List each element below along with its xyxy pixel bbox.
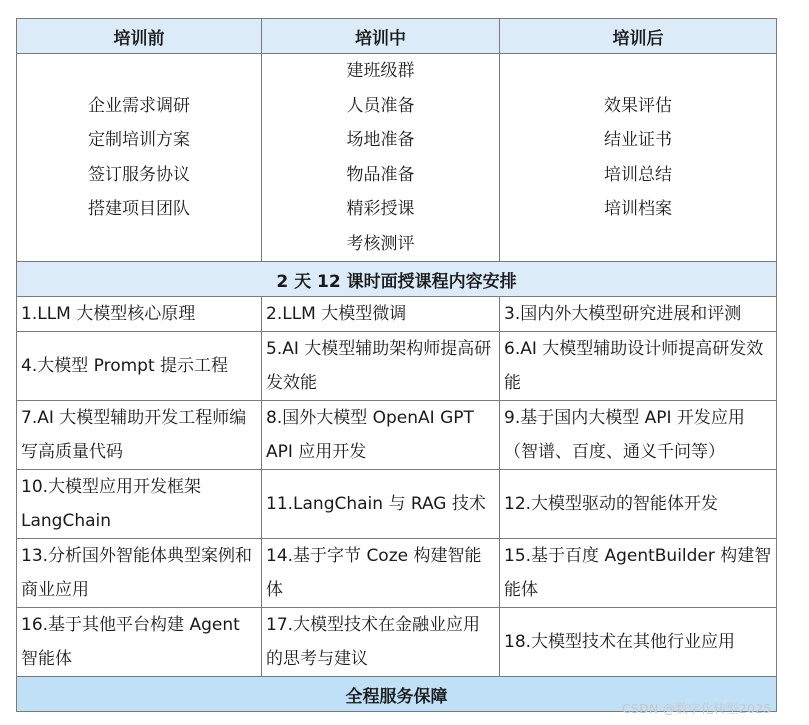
before-cell bbox=[17, 54, 262, 262]
after-item: 培训档案 bbox=[604, 199, 672, 219]
course-cell: 4.大模型 Prompt 提示工程 bbox=[17, 332, 262, 401]
during-item: 人员准备 bbox=[346, 95, 415, 116]
course-cell: 18.大模型技术在其他行业应用 bbox=[500, 608, 777, 677]
after-cell bbox=[500, 54, 777, 262]
column-header-before: 培训前 bbox=[17, 19, 262, 54]
course-row bbox=[17, 539, 777, 608]
column-header-after: 培训后 bbox=[500, 19, 777, 54]
course-cell: 6.AI 大模型辅助设计师提高研发效能 bbox=[500, 332, 777, 401]
course-row bbox=[17, 608, 777, 677]
column-header-during: 培训中 bbox=[262, 19, 500, 54]
course-cell: 2.LLM 大模型微调 bbox=[262, 297, 500, 332]
course-cell: 11.LangChain 与 RAG 技术 bbox=[262, 470, 500, 539]
during-item: 建班级群 bbox=[346, 61, 415, 81]
course-section-row bbox=[17, 262, 777, 297]
course-cell: 9.基于国内大模型 API 开发应用（智谱、百度、通义千问等） bbox=[500, 401, 777, 470]
during-item: 物品准备 bbox=[346, 164, 415, 185]
watermark: CSDN @数字化转型2025 bbox=[622, 701, 772, 716]
service-guarantee-title: 全程服务保障 bbox=[17, 677, 777, 712]
phase-items-row bbox=[17, 54, 777, 262]
training-schedule-table bbox=[16, 18, 777, 712]
during-item: 精彩授课 bbox=[346, 199, 415, 219]
course-cell: 14.基于字节 Coze 构建智能体 bbox=[262, 539, 500, 608]
during-item: 场地准备 bbox=[346, 130, 415, 150]
course-cell: 1.LLM 大模型核心原理 bbox=[17, 297, 262, 332]
after-item: 效果评估 bbox=[604, 95, 672, 116]
course-row bbox=[17, 297, 777, 332]
course-cell: 7.AI 大模型辅助开发工程师编写高质量代码 bbox=[17, 401, 262, 470]
course-row bbox=[17, 332, 777, 401]
course-cell: 10.大模型应用开发框架 LangChain bbox=[17, 470, 262, 539]
course-cell: 5.AI 大模型辅助架构师提高研发效能 bbox=[262, 332, 500, 401]
course-cell: 15.基于百度 AgentBuilder 构建智能体 bbox=[500, 539, 777, 608]
course-section-title: 2 天 12 课时面授课程内容安排 bbox=[17, 262, 777, 297]
course-cell: 17.大模型技术在金融业应用的思考与建议 bbox=[262, 608, 500, 677]
before-item: 签订服务协议 bbox=[88, 164, 190, 185]
before-item: 搭建项目团队 bbox=[88, 199, 190, 219]
during-item: 考核测评 bbox=[346, 233, 415, 254]
before-item: 定制培训方案 bbox=[88, 130, 190, 150]
course-cell: 16.基于其他平台构建 Agent 智能体 bbox=[17, 608, 262, 677]
course-cell: 8.国外大模型 OpenAI GPT API 应用开发 bbox=[262, 401, 500, 470]
before-item: 企业需求调研 bbox=[88, 95, 190, 116]
course-row bbox=[17, 401, 777, 470]
course-cell: 13.分析国外智能体典型案例和商业应用 bbox=[17, 539, 262, 608]
course-cell: 12.大模型驱动的智能体开发 bbox=[500, 470, 777, 539]
after-item: 结业证书 bbox=[604, 130, 672, 150]
header-row bbox=[17, 19, 777, 54]
after-item: 培训总结 bbox=[604, 164, 672, 185]
during-cell bbox=[262, 54, 500, 262]
course-row bbox=[17, 470, 777, 539]
course-cell: 3.国内外大模型研究进展和评测 bbox=[500, 297, 777, 332]
